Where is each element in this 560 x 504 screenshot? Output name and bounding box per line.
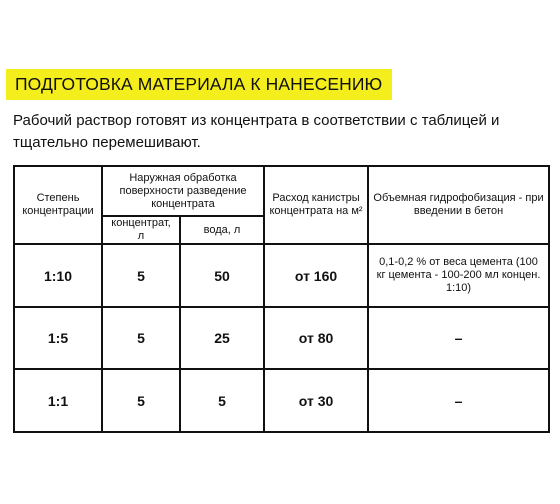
cell-volumetric: 0,1-0,2 % от веса цемента (100 кг цемента - 100-200 мл концен. 1:10)	[368, 244, 549, 307]
cell-concentrate: 5	[102, 369, 180, 432]
header-volumetric: Объемная гидрофобизация - при введении в бетон	[368, 166, 549, 244]
header-concentrate: концентрат, л	[102, 216, 180, 244]
cell-water: 5	[180, 369, 264, 432]
cell-concentrate: 5	[102, 244, 180, 307]
table-row	[14, 244, 549, 307]
section-title-banner: ПОДГОТОВКА МАТЕРИАЛА К НАНЕСЕНИЮ	[6, 69, 392, 100]
cell-water: 25	[180, 307, 264, 369]
cell-degree: 1:5	[14, 307, 102, 369]
cell-consumption: от 80	[264, 307, 368, 369]
header-external-treatment: Наружная обработка поверхности разведение концентрата	[102, 166, 264, 216]
intro-paragraph: Рабочий раствор готовят из концентрата в соответствии с таблицей и тщательно перемешивают.	[13, 112, 500, 151]
cell-water: 50	[180, 244, 264, 307]
header-water: вода, л	[180, 216, 264, 244]
cell-degree: 1:1	[14, 369, 102, 432]
cell-consumption: от 160	[264, 244, 368, 307]
header-consumption: Расход канистры концентрата на м²	[264, 166, 368, 244]
table-row	[14, 307, 549, 369]
cell-degree: 1:10	[14, 244, 102, 307]
dilution-table	[13, 165, 550, 433]
cell-volumetric: –	[368, 307, 549, 369]
cell-consumption: от 30	[264, 369, 368, 432]
table-row	[14, 369, 549, 432]
cell-volumetric: –	[368, 369, 549, 432]
header-degree: Степень концентрации	[14, 166, 102, 244]
table-header-row	[14, 166, 549, 216]
cell-concentrate: 5	[102, 307, 180, 369]
